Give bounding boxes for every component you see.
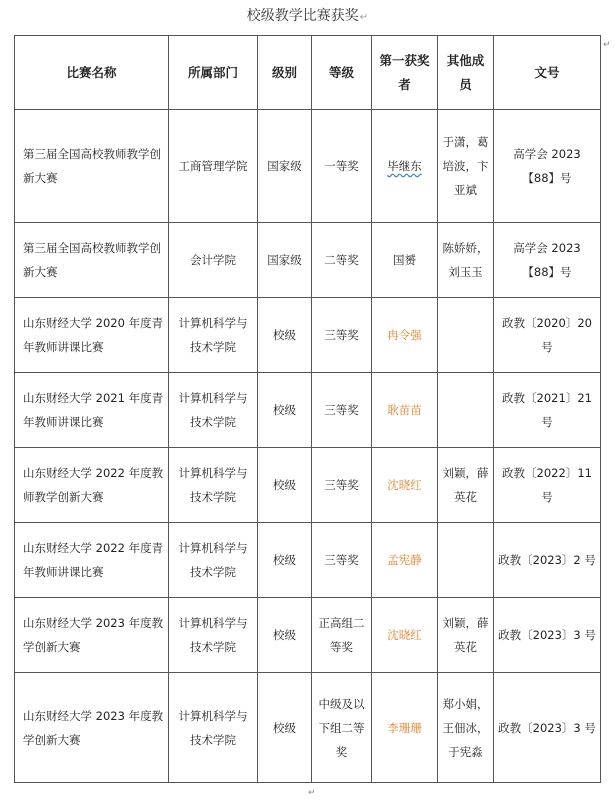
cell-level: 校级 — [258, 298, 312, 373]
cell-grade: 正高组二等奖 — [312, 598, 372, 673]
cell-name: 山东财经大学 2023 年度教学创新大赛 — [15, 673, 169, 783]
col-header-name: 比赛名称 — [15, 36, 169, 110]
cell-name: 山东财经大学 2023 年度教学创新大赛 — [15, 598, 169, 673]
cell-first: 耿苗苗 — [372, 373, 438, 448]
cell-first: 孟宪静 — [372, 523, 438, 598]
table-row — [15, 673, 601, 783]
table-row — [15, 523, 601, 598]
col-header-grade: 等级 — [312, 36, 372, 110]
cell-dept: 工商管理学院 — [169, 110, 258, 223]
cell-first: 沈晓红 — [372, 448, 438, 523]
cell-first: 国赟 — [372, 223, 438, 298]
cell-others — [438, 523, 494, 598]
cell-name: 第三届全国高校教师教学创新大赛 — [15, 223, 169, 298]
cell-doc: 政教〔2022〕11 号 — [494, 448, 601, 523]
table-row — [15, 110, 601, 223]
cell-others: 陈娇娇，刘玉玉 — [438, 223, 494, 298]
cell-name: 山东财经大学 2022 年度青年教师讲课比赛 — [15, 523, 169, 598]
cell-grade: 三等奖 — [312, 373, 372, 448]
row-end-mark-icon: ↵ — [603, 40, 611, 50]
header-row — [15, 36, 601, 110]
cell-dept: 计算机科学与技术学院 — [169, 523, 258, 598]
cell-grade: 三等奖 — [312, 298, 372, 373]
cell-first: 沈晓红 — [372, 598, 438, 673]
table-row — [15, 223, 601, 298]
cell-name: 山东财经大学 2021 年度青年教师讲课比赛 — [15, 373, 169, 448]
cell-others — [438, 298, 494, 373]
cell-name: 山东财经大学 2020 年度青年教师讲课比赛 — [15, 298, 169, 373]
paragraph-mark-icon: ↵ — [308, 788, 316, 798]
cell-others: 刘颖，薛英花 — [438, 448, 494, 523]
cell-level: 校级 — [258, 448, 312, 523]
cell-others — [438, 373, 494, 448]
cell-level: 校级 — [258, 673, 312, 783]
cell-level: 国家级 — [258, 110, 312, 223]
cell-name: 山东财经大学 2022 年度教师教学创新大赛 — [15, 448, 169, 523]
cell-grade: 中级及以下组二等奖 — [312, 673, 372, 783]
col-header-level: 级别 — [258, 36, 312, 110]
table-row — [15, 298, 601, 373]
cell-grade: 三等奖 — [312, 523, 372, 598]
cell-name: 第三届全国高校教师教学创新大赛 — [15, 110, 169, 223]
return-mark-icon: ↵ — [359, 12, 369, 23]
cell-dept: 计算机科学与技术学院 — [169, 373, 258, 448]
cell-dept: 计算机科学与技术学院 — [169, 598, 258, 673]
cell-level: 校级 — [258, 373, 312, 448]
table-row — [15, 373, 601, 448]
col-header-dept: 所属部门 — [169, 36, 258, 110]
cell-dept: 会计学院 — [169, 223, 258, 298]
cell-doc: 政教〔2020〕20 号 — [494, 298, 601, 373]
cell-grade: 三等奖 — [312, 448, 372, 523]
cell-grade: 二等奖 — [312, 223, 372, 298]
cell-others: 刘颖，薛英花 — [438, 598, 494, 673]
cell-first: 李珊珊 — [372, 673, 438, 783]
table-row — [15, 598, 601, 673]
col-header-first: 第一获奖者 — [372, 36, 438, 110]
col-header-doc: 文号 — [494, 36, 601, 110]
awards-table — [14, 35, 601, 783]
cell-level: 国家级 — [258, 223, 312, 298]
cell-level: 校级 — [258, 523, 312, 598]
cell-doc: 政教〔2023〕3 号 — [494, 598, 601, 673]
cell-dept: 计算机科学与技术学院 — [169, 673, 258, 783]
document-title — [0, 6, 615, 28]
col-header-others: 其他成员 — [438, 36, 494, 110]
cell-doc: 政教〔2021〕21 号 — [494, 373, 601, 448]
cell-others: 郑小娟，王佃冰，于宪淼 — [438, 673, 494, 783]
cell-first — [372, 110, 438, 223]
title-text: 校级教学比赛获奖 — [246, 8, 359, 24]
table-row — [15, 448, 601, 523]
cell-doc: 政教〔2023〕3 号 — [494, 673, 601, 783]
cell-level: 校级 — [258, 598, 312, 673]
cell-first: 冉令强 — [372, 298, 438, 373]
first-name: 毕继东 — [387, 159, 422, 173]
cell-grade: 一等奖 — [312, 110, 372, 223]
cell-others: 于潇，葛培波，卞亚斌 — [438, 110, 494, 223]
cell-dept: 计算机科学与技术学院 — [169, 448, 258, 523]
cell-doc: 高学会 2023【88】号 — [494, 223, 601, 298]
cell-dept: 计算机科学与技术学院 — [169, 298, 258, 373]
cell-doc: 高学会 2023【88】号 — [494, 110, 601, 223]
cell-doc: 政教〔2023〕2 号 — [494, 523, 601, 598]
